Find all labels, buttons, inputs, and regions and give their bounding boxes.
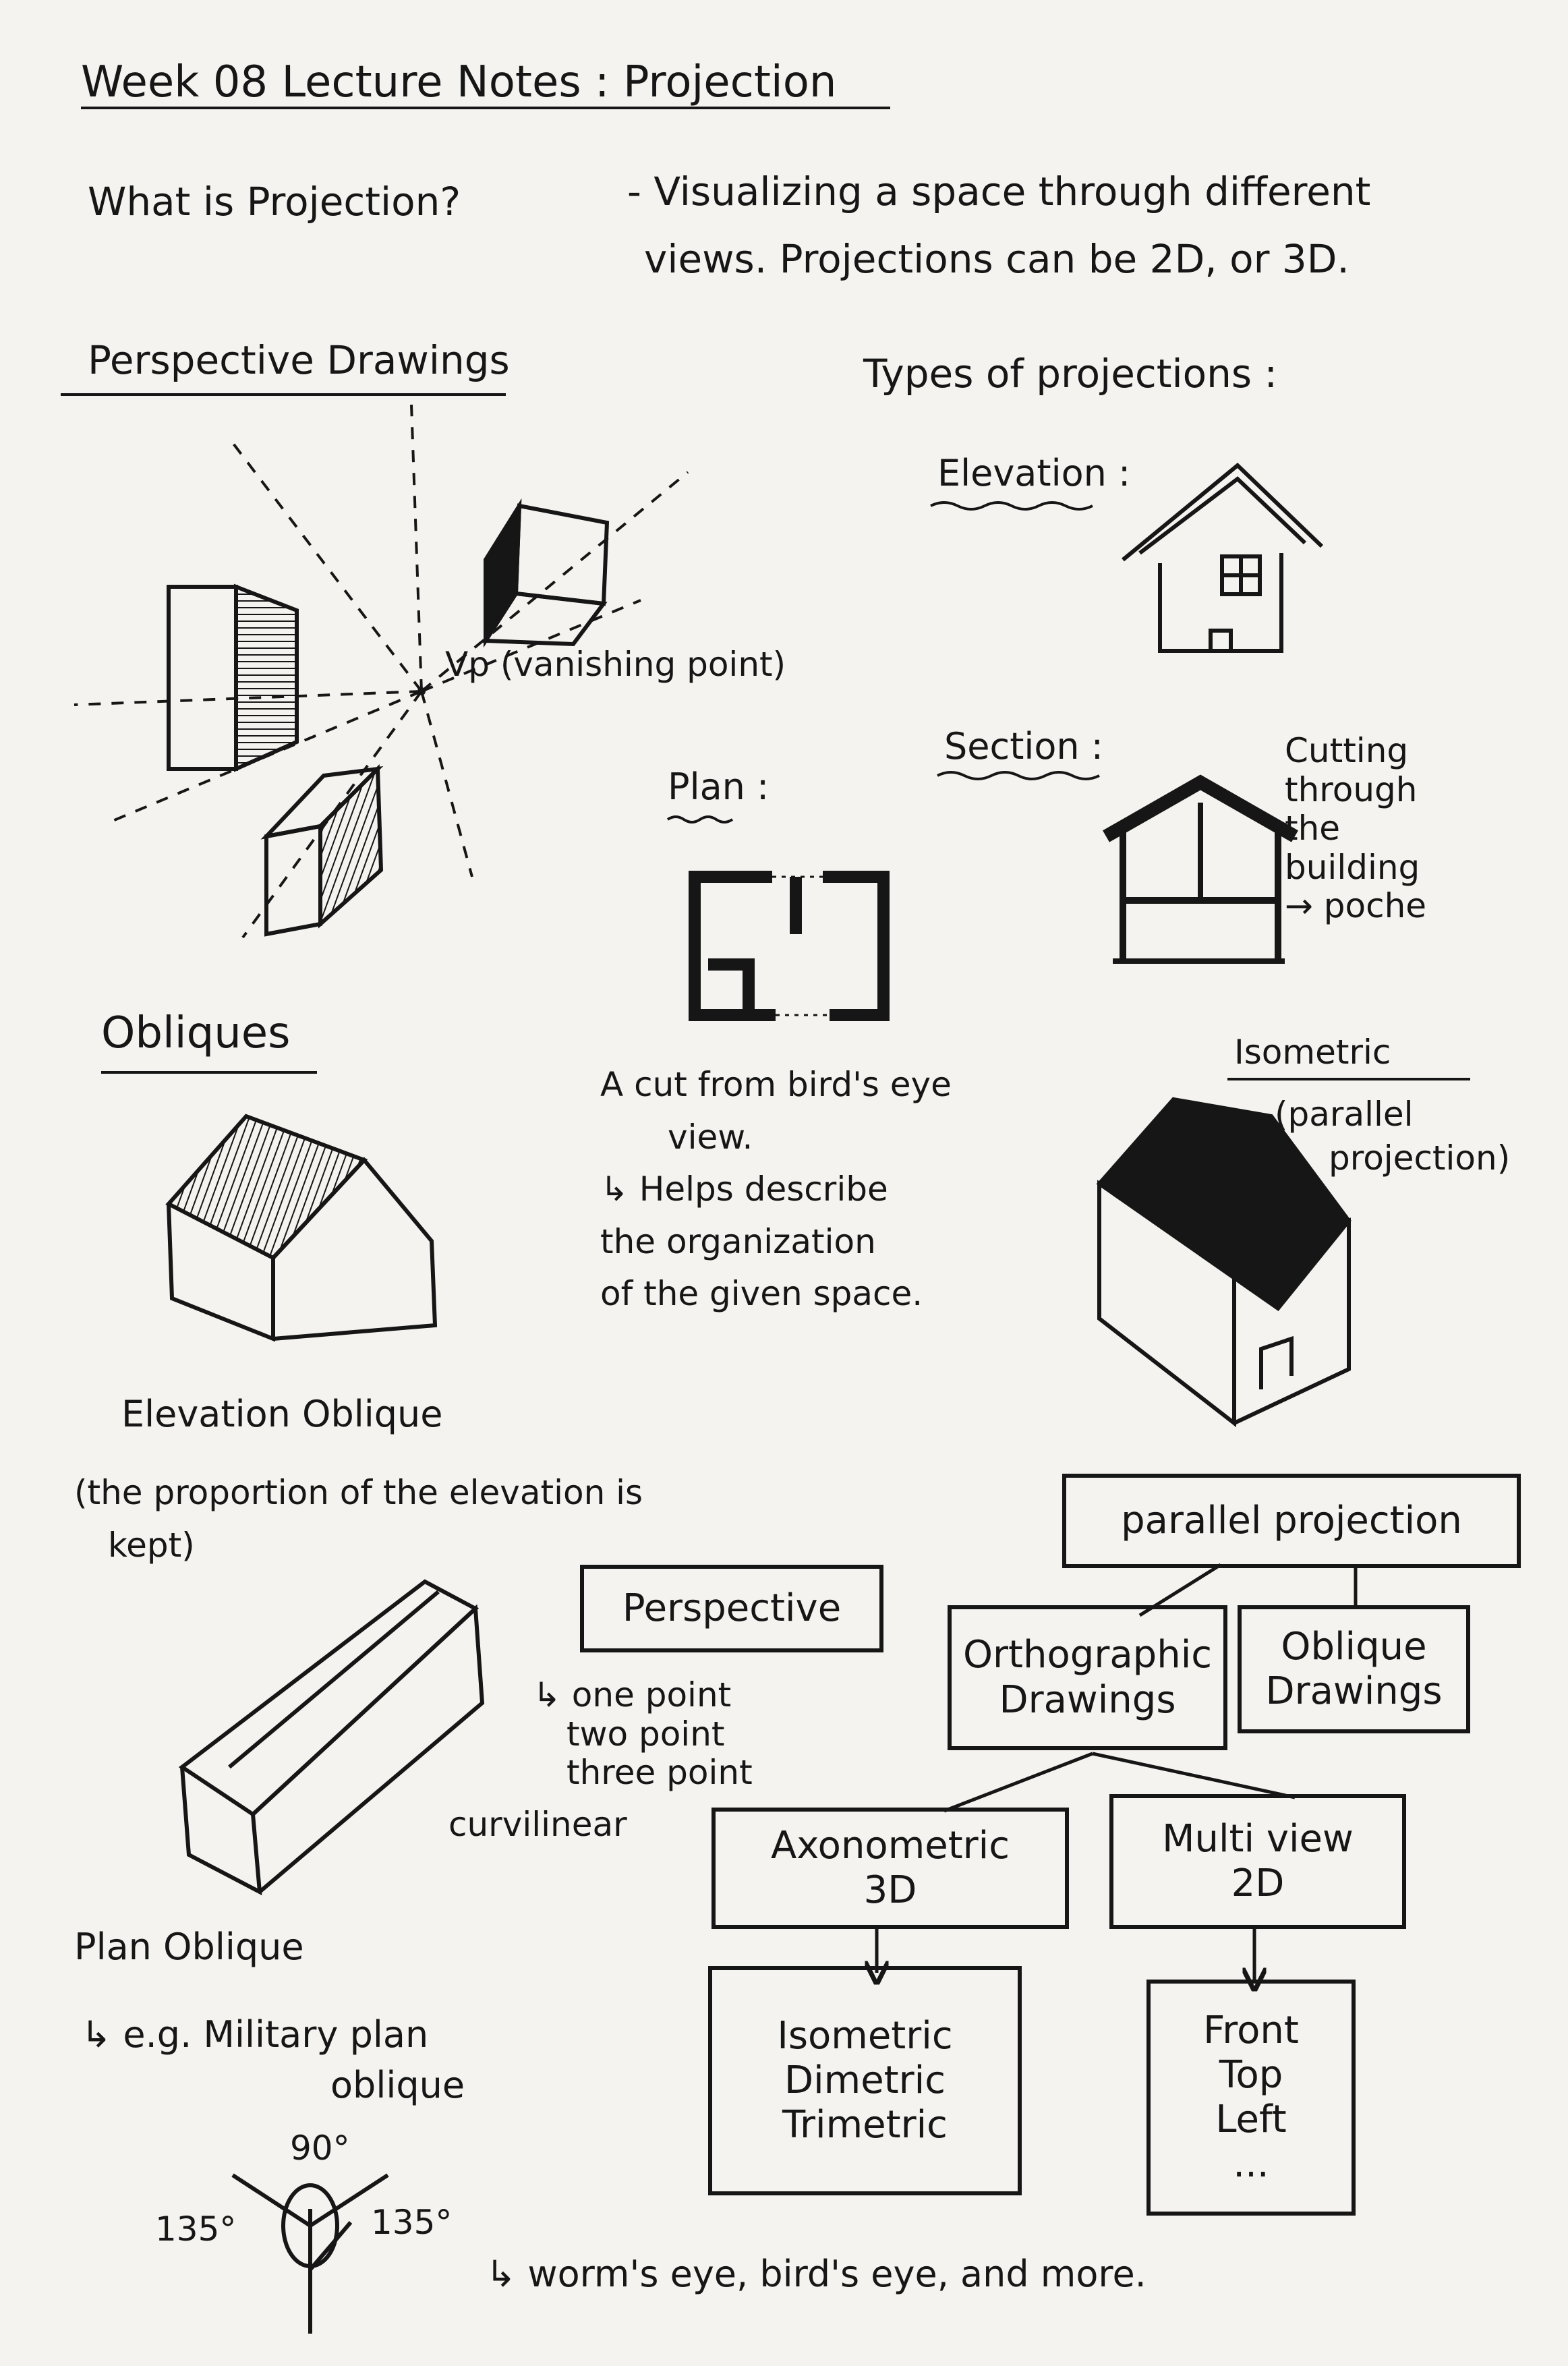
page-title: Week 08 Lecture Notes : Projection [81, 57, 837, 107]
orthographic-box [948, 1605, 1227, 1750]
multiview-label: Multi view [1162, 1816, 1354, 1861]
oblique-box [1238, 1605, 1470, 1733]
angle-135-left-label: 135° [155, 2210, 237, 2249]
elevation-label: Elevation : [937, 452, 1131, 494]
perspective-types-list [533, 1676, 753, 1793]
multiview-type-item: Top [1219, 2052, 1283, 2097]
perspective-box [580, 1565, 883, 1652]
elevation-oblique-note-line: (the proportion of the elevation is [74, 1473, 643, 1512]
plan-oblique-sketch [182, 1582, 482, 1892]
axonometric-type-item: Dimetric [784, 2058, 946, 2102]
military-example: ↳ e.g. Military plan [81, 2013, 429, 2056]
plan-note-line: the organization [600, 1221, 876, 1261]
axonometric-box [712, 1808, 1069, 1929]
plan-oblique-label: Plan Oblique [74, 1926, 304, 1968]
perspective-box-bottom [266, 769, 381, 934]
section-note [1285, 732, 1426, 926]
section-note-line: Cutting [1285, 731, 1409, 770]
perspective-curvilinear: curvilinear [448, 1805, 627, 1844]
section-note-line: the [1285, 809, 1341, 848]
types-heading: Types of projections : [863, 351, 1278, 397]
perspective-type-item: three point [567, 1753, 753, 1792]
oblique-label: Oblique [1281, 1624, 1427, 1669]
axonometric-type-item: Trimetric [782, 2103, 948, 2147]
plan-label: Plan : [668, 766, 770, 808]
isometric-note-line: (parallel [1275, 1095, 1414, 1134]
tree-root-label: parallel projection [1121, 1498, 1462, 1542]
angle-diagram [233, 2175, 388, 2334]
vanishing-point-label: Vp (vanishing point) [445, 645, 786, 684]
section-sketch [1106, 782, 1295, 961]
military-example-line2: oblique [330, 2064, 465, 2106]
plan-note-line: view. [668, 1117, 753, 1157]
perspective-type-item: ↳ one point [533, 1675, 732, 1714]
multiview-type-item: Left [1215, 2098, 1287, 2141]
elevation-house-sketch [1123, 465, 1322, 651]
perspective-box-left [169, 587, 297, 769]
isometric-note [1275, 1093, 1510, 1180]
perspective-type-item: two point [567, 1714, 725, 1754]
axonometric-label: 3D [863, 1868, 917, 1912]
plan-openings [772, 877, 883, 1015]
definition-answer-line-1: - Visualizing a space through different [627, 169, 1371, 214]
elevation-oblique-label: Elevation Oblique [121, 1393, 443, 1435]
section-label: Section : [944, 725, 1103, 768]
tree-footnote: ↳ worm's eye, bird's eye, and more. [486, 2253, 1146, 2295]
elevation-oblique-note-line: kept) [108, 1525, 195, 1565]
orthographic-label: Orthographic [962, 1633, 1213, 1677]
orthographic-label: Drawings [999, 1677, 1176, 1722]
isometric-label: Isometric [1234, 1033, 1391, 1072]
plan-note-line: of the given space. [600, 1274, 923, 1313]
perspective-box-label: Perspective [622, 1586, 842, 1630]
multiview-type-item: Front [1203, 2008, 1299, 2052]
plan-note-line: ↳ Helps describe [600, 1170, 888, 1209]
section-note-line: → poche [1285, 886, 1427, 925]
multiview-type-item: ... [1233, 2142, 1269, 2187]
perspective-cube-top [486, 506, 607, 644]
wavy-underlines [101, 502, 1470, 1079]
definition-question: What is Projection? [88, 179, 461, 225]
section-note-line: building [1285, 847, 1420, 887]
vanishing-point [417, 687, 426, 695]
perspective-drawings-heading: Perspective Drawings [88, 337, 510, 383]
section-note-line: through [1285, 770, 1418, 809]
oblique-label: Drawings [1265, 1669, 1443, 1713]
isometric-note-line: projection) [1329, 1138, 1511, 1178]
multiview-label: 2D [1231, 1862, 1285, 1905]
obliques-heading: Obliques [101, 1008, 291, 1058]
axonometric-types-box [708, 1966, 1022, 2195]
tree-root-box [1062, 1474, 1521, 1568]
elevation-oblique-note [74, 1467, 643, 1571]
axonometric-label: Axonometric [770, 1823, 1010, 1868]
multiview-box [1109, 1794, 1406, 1929]
axonometric-type-item: Isometric [777, 2013, 953, 2058]
plan-note-line: A cut from bird's eye [600, 1065, 952, 1104]
plan-note [600, 1059, 952, 1321]
elevation-oblique-sketch [169, 1116, 435, 1339]
definition-answer-line-2: views. Projections can be 2D, or 3D. [644, 236, 1349, 282]
angle-90-label: 90° [290, 2129, 350, 2168]
plan-sketch [695, 877, 883, 1015]
multiview-types-box [1146, 1980, 1356, 2216]
angle-135-right-label: 135° [371, 2203, 453, 2242]
